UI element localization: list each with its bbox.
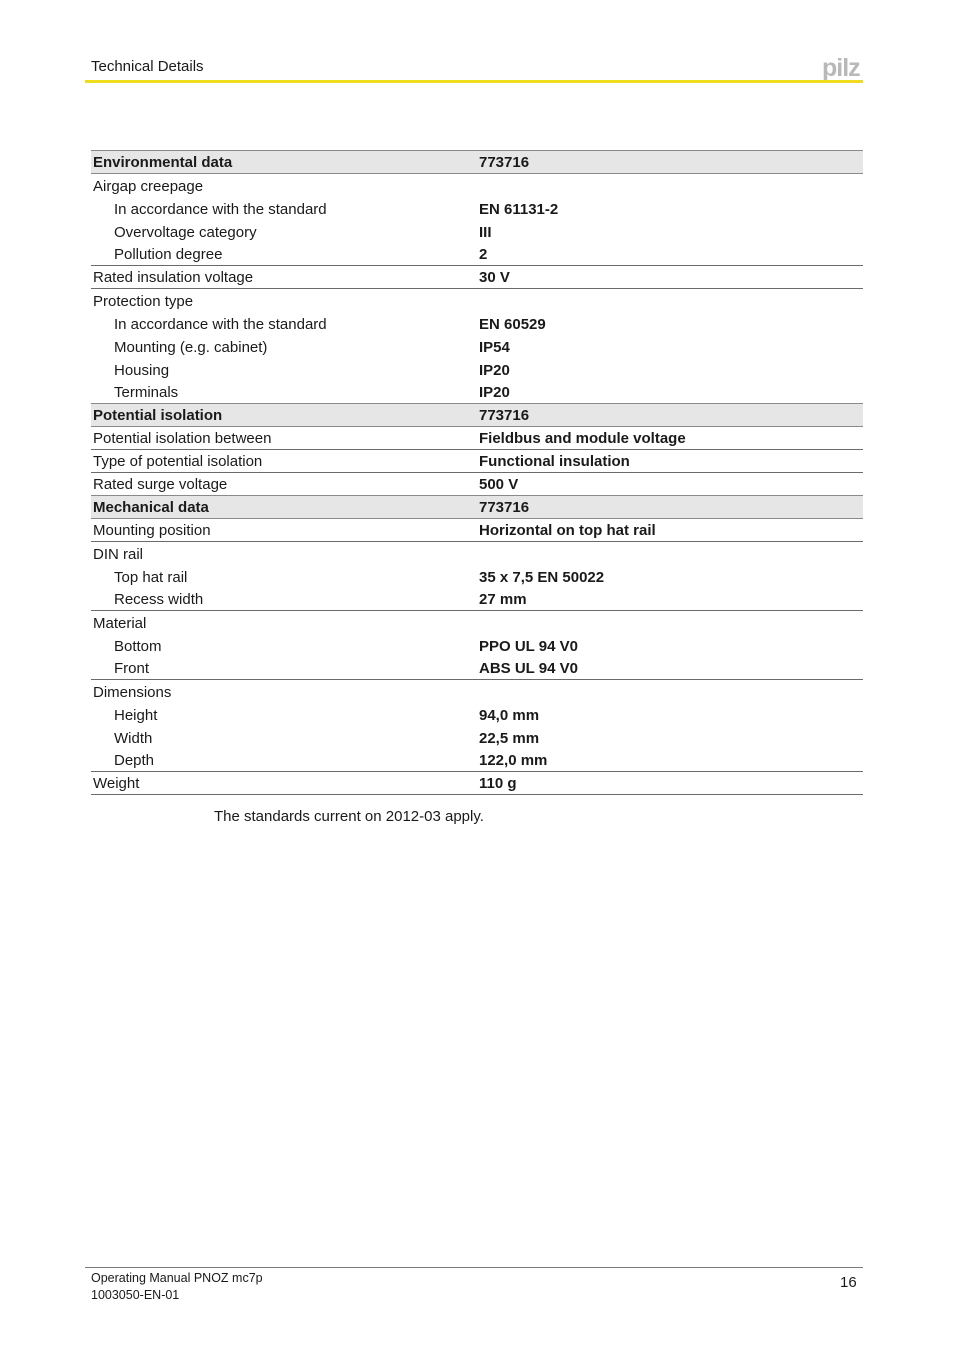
row-value: EN 61131-2 [479,200,559,218]
table-row [91,772,863,795]
row-label: Rated insulation voltage [91,266,477,289]
row-label: Front [91,657,477,680]
row-label: In accordance with the standard [114,315,327,333]
row-value [477,611,863,634]
footer-info [91,1270,263,1304]
table-row [91,335,863,358]
row-value: IP20 [479,361,510,379]
row-label: Terminals [114,384,179,401]
table-row [91,312,863,335]
table-row [91,588,863,611]
row-label: Mounting position [91,519,477,542]
table-row [91,358,863,381]
section-code: 773716 [477,151,863,174]
row-label: Pollution degree [91,243,477,266]
row-label: Dimensions [93,683,172,701]
row-value: ABS UL 94 V0 [477,657,863,680]
row-label: In accordance with the standard [114,200,327,218]
table-row [91,243,863,266]
section-code: 773716 [477,404,863,427]
row-label: Potential isolation between [91,427,477,450]
section-code: 773716 [477,496,863,519]
row-value: 35 x 7,5 EN 50022 [479,568,605,586]
row-value: 110 g [477,772,863,795]
row-label: Depth [91,749,477,772]
manual-title: Operating Manual PNOZ mc7p [91,1271,263,1285]
pilz-logo [821,54,865,80]
section-title: Potential isolation [91,404,477,427]
row-value: IP20 [479,384,510,401]
row-label: Height [114,706,158,724]
table-row [91,657,863,680]
row-value: 22,5 mm [479,729,540,747]
table-row [91,174,863,197]
table-row [91,749,863,772]
table-row [91,519,863,542]
section-header-row [91,151,863,174]
row-label: Material [93,614,147,632]
row-value [477,174,863,197]
section-title: Mechanical data [91,496,477,519]
row-value: 122,0 mm [477,749,863,772]
row-label: Protection type [93,292,194,310]
row-value: Functional insulation [477,450,863,473]
row-label: Bottom [114,637,162,655]
row-value: 30 V [477,266,863,289]
row-value: III [479,223,492,241]
row-value [477,680,863,703]
table-row [91,611,863,634]
row-label: Type of potential isolation [91,450,477,473]
row-label: Recess width [91,588,477,611]
table-row [91,266,863,289]
row-value [477,542,863,565]
table-row [91,726,863,749]
row-label: Overvoltage category [114,223,257,241]
table-row [91,381,863,404]
table-row [91,680,863,703]
row-value: Horizontal on top hat rail [477,519,863,542]
table-row [91,473,863,496]
specifications-table [91,150,863,795]
row-value: IP54 [479,338,510,356]
row-label: Rated surge voltage [93,476,228,493]
table-row [91,289,863,312]
row-value: 27 mm [477,588,863,611]
section-title: Environmental data [91,151,477,174]
row-value: 500 V [479,476,519,493]
table-row [91,220,863,243]
row-value: Fieldbus and module voltage [477,427,863,450]
row-label: Mounting (e.g. cabinet) [114,338,268,356]
row-label: DIN rail [93,545,144,563]
row-label: Width [114,729,153,747]
document-number: 1003050-EN-01 [91,1288,180,1302]
table-row [91,450,863,473]
page-number: 16 [840,1274,857,1291]
section-header-row [91,404,863,427]
logo-text: pilz [822,54,860,80]
row-value: 94,0 mm [479,706,540,724]
footer-rule [85,1267,863,1268]
table-row [91,565,863,588]
row-label: Top hat rail [114,568,188,586]
row-value: EN 60529 [479,315,546,333]
table-row [91,542,863,565]
table-row [91,427,863,450]
table-row [91,703,863,726]
row-label: Housing [114,361,170,379]
row-label: Weight [91,772,477,795]
table-row [91,197,863,220]
standards-footnote: The standards current on 2012-03 apply. [214,808,484,825]
section-header-row [91,496,863,519]
row-value [477,289,863,312]
row-value: 2 [477,243,863,266]
table-row [91,634,863,657]
row-label: Airgap creepage [93,177,204,195]
header-title: Technical Details [91,58,204,75]
row-value: PPO UL 94 V0 [479,637,578,655]
header-rule [85,80,863,83]
